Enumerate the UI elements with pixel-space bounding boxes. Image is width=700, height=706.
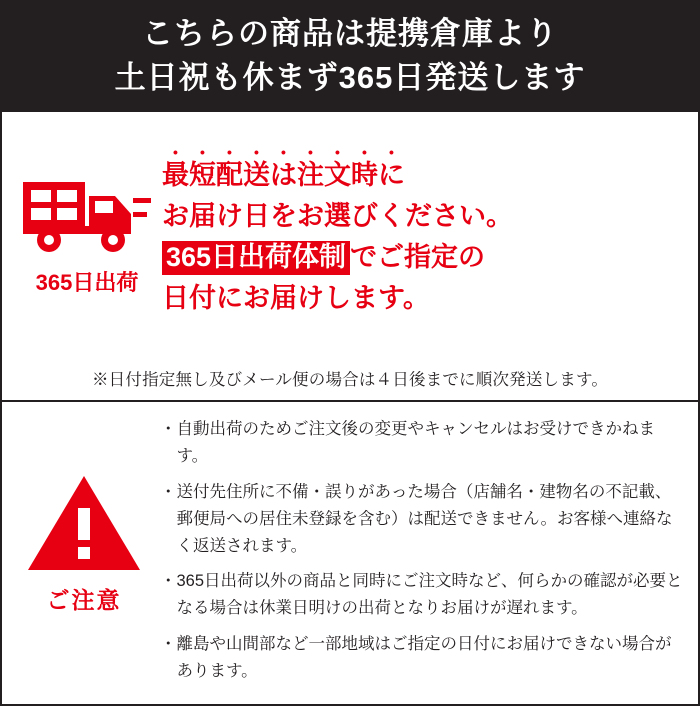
caution-item-text: 365日出荷以外の商品と同時にご注文時など、何らかの確認が必要となる場合は休業日明けの出荷となりお届けが遅れます。 <box>176 572 683 618</box>
delivery-body <box>2 122 698 356</box>
bullet-icon: ・ <box>160 635 177 654</box>
delivery-truck-icon <box>21 174 153 260</box>
caution-list <box>160 414 686 694</box>
delivery-line-1 <box>162 144 684 196</box>
delivery-line-4: 日付にお届けします。 <box>162 283 430 314</box>
list-item <box>160 568 686 622</box>
caution-label: ご注意 <box>46 587 122 613</box>
bullet-icon: ・ <box>160 572 177 591</box>
delivery-highlight: 365日出荷体制 <box>162 241 350 275</box>
caution-item-text: 離島や山間部など一部地域はご指定の日付にお届けできない場合があります。 <box>176 635 672 681</box>
header-line-1: こちらの商品は提携倉庫より <box>142 15 558 51</box>
delivery-line-2: お届け日をお選びください。 <box>162 201 513 232</box>
delivery-line-1-text: 最短配送は注文時に <box>162 160 405 190</box>
delivery-line-3-rest: でご指定の <box>350 242 486 273</box>
delivery-text-column <box>162 126 684 356</box>
warning-triangle-icon <box>25 472 143 574</box>
banner-header <box>0 0 700 112</box>
header-line-2: 土日祝も休まず365日発送します <box>114 60 586 95</box>
list-item <box>160 479 686 560</box>
list-item <box>160 416 686 470</box>
caution-section <box>0 402 700 706</box>
bullet-icon: ・ <box>160 482 177 501</box>
bullet-icon: ・ <box>160 420 177 438</box>
caution-item-text: 自動出荷のためご注文後の変更やキャンセルはお受けできかねます。 <box>176 420 655 465</box>
caution-item-text: 送付先住所に不備・誤りがあった場合（店舗名・建物名の不記載、郵便局への居住未登録を含む）は配送できません。お客様へ連絡なく返送されます。 <box>176 482 673 555</box>
truck-column <box>12 126 162 356</box>
list-item <box>160 631 686 685</box>
truck-label: 365日出荷 <box>35 270 139 295</box>
delivery-section <box>0 112 700 402</box>
delivery-line-3 <box>162 237 684 278</box>
caution-icon-column <box>8 414 160 694</box>
delivery-note: ※日付指定無し及びメール便の場合は４日後までに順次発送します。 <box>91 371 609 389</box>
